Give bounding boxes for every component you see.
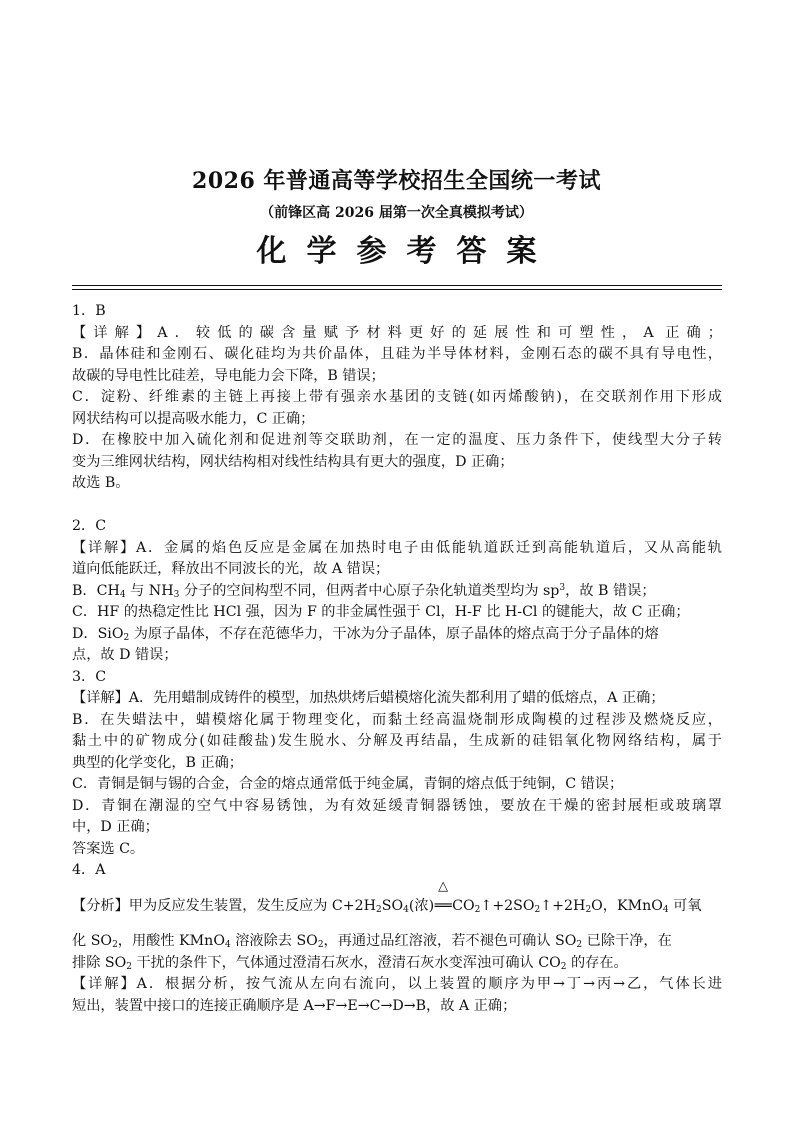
- q2-line: 道向低能跃迁，释放出不同波长的光，故 A 错误；: [72, 561, 390, 577]
- q3-line: B．在失蜡法中，蜡模熔化属于物理变化，而黏土经高温烧制形成陶模的过程涉及燃烧反应，: [72, 711, 722, 728]
- q3-number: 3．C: [72, 668, 107, 685]
- answer-body: [72, 301, 722, 1017]
- q4-number: 4．A: [72, 862, 106, 878]
- q4-line: 短出，装置中接口的连接正确顺序是 A→F→E→C→D→B，故 A 正确；: [72, 997, 517, 1014]
- q4-line: 【详解】A．根据分析，按气流从左向右流向，以上装置的顺序为甲→丁→丙→乙，气体长进: [72, 976, 722, 992]
- spacer: [72, 495, 722, 517]
- q1-line: C．淀粉、纤维素的主链上再接上带有强亲水基团的支链(如丙烯酸钠)，在交联剂作用下形成: [72, 389, 722, 405]
- exam-subtitle: （前锋区高 2026 届第一次全真模拟考试）: [260, 205, 533, 221]
- q3-line: 【详解】A．先用蜡制成铸件的模型，加热烘烤后蜡模熔化流失都利用了蜡的低熔点，A 正确；: [72, 690, 665, 706]
- q4-analysis-equation: 【分析】甲为反应发生装置，发生反应为 $C+2H_2SO_4$(浓) △ $══CO_2↑+2SO_2↑+2H_2O$，KMnO$_4$ 可氧: [72, 896, 722, 918]
- question-4: [72, 860, 722, 1017]
- q4-line: 排除 $SO_2$ 干扰的条件下，气体通过澄清石灰水，澄清石灰水变浑浊可确认 $CO_2$ 的存在。: [72, 954, 628, 972]
- q2-line-b: B．$CH_4$ 与 $NH_3$ 分子的空间构型不同，但两者中心原子杂化轨道类型均为 $sp^3$，故 B 错误；: [72, 582, 656, 600]
- q1-line: D．在橡胶中加入硫化剂和促进剂等交联助剂，在一定的温度、压力条件下，使线型大分子转: [72, 432, 722, 448]
- page-heading: 化学参考答案: [256, 234, 557, 269]
- q1-line: 变为三维网状结构，网状结构相对线性结构具有更大的强度，D 正确；: [72, 453, 514, 470]
- q1-number: 1．B: [72, 303, 106, 319]
- q4-line: 化 $SO_2$，用酸性 KMnO$_4$ 溶液除去 $SO_2$，再通过品红溶液，若不褪色可确认 $SO_2$ 已除干净，在: [72, 933, 672, 950]
- exam-title: 2026 年普通高等学校招生全国统一考试: [192, 168, 601, 194]
- double-rule-top: [72, 285, 722, 286]
- double-rule-bottom: [72, 289, 722, 290]
- q3-line: 黏土中的矿物成分(如硅酸盐)发生脱水、分解及再结晶，生成新的硅铝氧化物网络结构，属于: [72, 733, 722, 749]
- q1-line: 网状结构可以提高吸水能力，C 正确；: [72, 410, 315, 427]
- q2-line: C．HF 的热稳定性比 HCl 强，因为 F 的非金属性强于 Cl，H-F 比 H-Cl 的键能大，故 C 正确；: [72, 604, 690, 620]
- q2-line-d: D．SiO$_2$ 为原子晶体，不存在范德华力，干冰为分子晶体，原子晶体的熔点高于分子晶体的熔: [72, 625, 659, 643]
- heating-condition: △ ══: [434, 878, 452, 914]
- q3-line: C．青铜是铜与锡的合金，合金的熔点通常低于纯金属，青铜的熔点低于纯铜，C 错误；: [72, 776, 624, 792]
- question-3: [72, 667, 722, 861]
- q1-line: 【详解】A．较低的碳含量赋予材料更好的延展性和可塑性，A 正确；: [72, 324, 722, 341]
- q2-line: 点，故 D 错误；: [72, 647, 178, 663]
- q2-line: 【详解】A．金属的焰色反应是金属在加热时电子由低能轨道跃迁到高能轨道后，又从高能轨: [72, 539, 722, 556]
- q1-line: 故碳的导电性比硅差，导电能力会下降，B 错误；: [72, 367, 385, 384]
- q3-line: D．青铜在潮湿的空气中容易锈蚀，为有效延缓青铜器锈蚀，要放在干燥的密封展柜或玻璃罩: [72, 797, 722, 814]
- question-2: [72, 516, 722, 667]
- question-1: [72, 301, 722, 495]
- q1-line: 故选 B。: [72, 475, 130, 491]
- q2-number: 2．C: [72, 518, 107, 534]
- q3-line: 答案选 C。: [72, 840, 145, 857]
- q3-line: 中，D 正确；: [72, 819, 159, 835]
- q1-line: B．晶体硅和金刚石、碳化硅均为共价晶体，且硅为半导体材料，金刚石态的碳不具有导电性，: [72, 346, 722, 362]
- q3-line: 典型的化学变化，B 正确；: [72, 754, 243, 771]
